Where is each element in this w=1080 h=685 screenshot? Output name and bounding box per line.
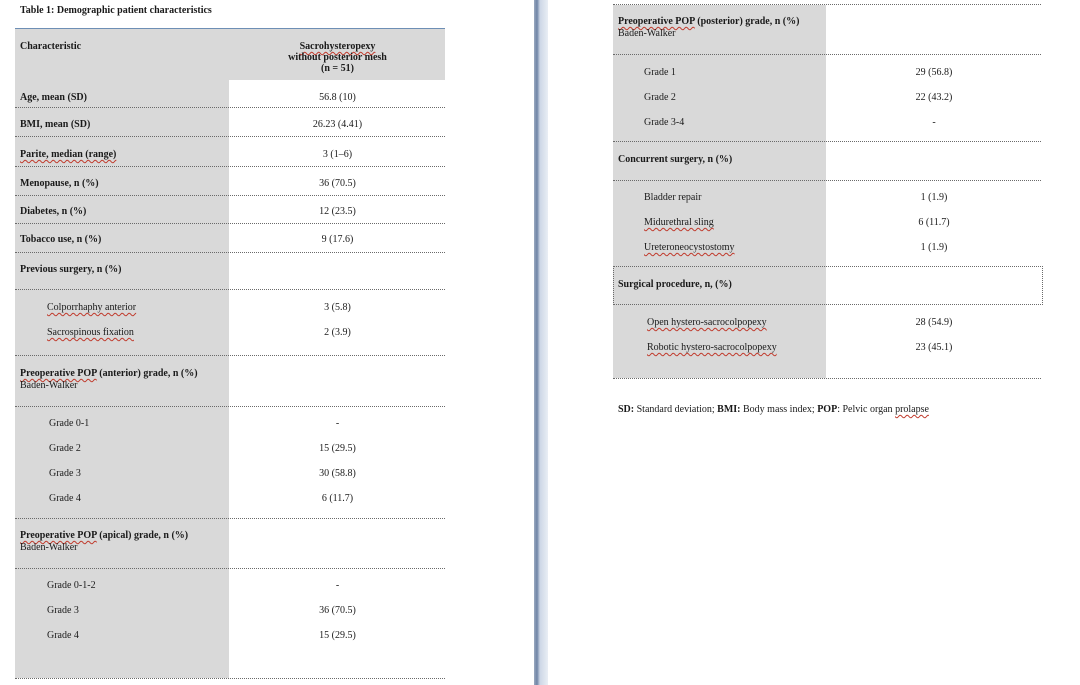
row-label-colporrhaphy: Colporrhaphy anterior bbox=[47, 302, 137, 313]
row-value-anterior-grade3: 30 (58.8) bbox=[319, 468, 356, 479]
row-label-age: Age, mean (SD) bbox=[20, 92, 87, 103]
header-group-line1: Sacrohysteropexy bbox=[299, 41, 376, 52]
row-divider bbox=[15, 355, 445, 356]
row-label-parite: Parite, median (range) bbox=[20, 149, 117, 160]
header-group-line3: (n = 51) bbox=[321, 63, 354, 74]
row-label-menopause: Menopause, n (%) bbox=[20, 178, 99, 189]
header-group bbox=[230, 41, 445, 74]
row-value-bmi: 26.23 (4.41) bbox=[312, 119, 363, 130]
row-divider bbox=[15, 252, 445, 253]
row-label-anterior-grade01: Grade 0-1 bbox=[49, 418, 90, 429]
row-value-apical-grade012: - bbox=[335, 580, 340, 591]
row-label-posterior-grade2: Grade 2 bbox=[644, 92, 676, 103]
row-value-posterior-grade1: 29 (56.8) bbox=[915, 67, 953, 78]
section-subheading-anterior: Baden-Walker bbox=[20, 380, 78, 391]
row-value-parite: 3 (1–6) bbox=[322, 149, 353, 160]
section-heading-apical: Preoperative POP (apical) grade, n (%) bbox=[20, 530, 189, 541]
header-characteristic: Characteristic bbox=[20, 41, 82, 52]
row-divider bbox=[15, 136, 445, 137]
row-value-sacrospinous: 2 (3.9) bbox=[324, 327, 351, 338]
row-divider bbox=[613, 378, 1041, 379]
row-value-posterior-grade2: 22 (43.2) bbox=[915, 92, 953, 103]
row-label-ureteroneocystostomy: Ureteroneocystostomy bbox=[644, 242, 735, 253]
row-label-apical-grade012: Grade 0-1-2 bbox=[47, 580, 96, 591]
row-label-posterior-grade34: Grade 3-4 bbox=[644, 117, 685, 128]
row-value-diabetes: 12 (23.5) bbox=[319, 206, 356, 217]
row-value-ureteroneocystostomy: 1 (1.9) bbox=[920, 242, 948, 253]
table-title: Table 1: Demographic patient characteristics bbox=[20, 5, 212, 16]
row-value-colporrhaphy: 3 (5.8) bbox=[324, 302, 351, 313]
row-label-open-procedure: Open hystero-sacrocolpopexy bbox=[647, 317, 767, 328]
footnote: SD: Standard deviation; BMI: Body mass index; POP: Pelvic organ prolapse bbox=[618, 404, 929, 415]
row-label-sacrospinous: Sacrospinous fixation bbox=[47, 327, 134, 338]
row-divider bbox=[15, 289, 445, 290]
row-label-apical-grade4: Grade 4 bbox=[47, 630, 79, 641]
row-value-anterior-grade2: 15 (29.5) bbox=[319, 443, 356, 454]
row-value-apical-grade3: 36 (70.5) bbox=[319, 605, 356, 616]
header-group-line2: without posterior mesh bbox=[288, 52, 387, 63]
row-label-anterior-grade3: Grade 3 bbox=[49, 468, 81, 479]
row-value-tobacco: 9 (17.6) bbox=[321, 234, 354, 245]
row-divider bbox=[15, 195, 445, 196]
document-page-right bbox=[548, 0, 1080, 685]
row-divider bbox=[15, 107, 445, 108]
section-heading-procedure: Surgical procedure, n, (%) bbox=[618, 279, 732, 290]
section-heading-posterior: Preoperative POP (posterior) grade, n (%) bbox=[618, 16, 800, 27]
section-heading-previous-surgery: Previous surgery, n (%) bbox=[20, 264, 122, 275]
row-value-robotic-procedure: 23 (45.1) bbox=[915, 342, 953, 353]
row-label-bladder-repair: Bladder repair bbox=[644, 192, 702, 203]
row-divider bbox=[613, 54, 1041, 55]
row-label-midurethral: Midurethral sling bbox=[644, 217, 714, 228]
row-value-posterior-grade34: - bbox=[932, 117, 936, 128]
row-label-bmi: BMI, mean (SD) bbox=[20, 119, 91, 130]
row-value-anterior-grade4: 6 (11.7) bbox=[321, 493, 354, 504]
row-divider bbox=[15, 678, 445, 679]
row-divider bbox=[613, 180, 1041, 181]
row-label-posterior-grade1: Grade 1 bbox=[644, 67, 676, 78]
row-value-midurethral: 6 (11.7) bbox=[918, 217, 950, 228]
row-value-bladder-repair: 1 (1.9) bbox=[920, 192, 948, 203]
section-heading-concurrent: Concurrent surgery, n (%) bbox=[618, 154, 733, 165]
row-divider bbox=[15, 406, 445, 407]
row-value-open-procedure: 28 (54.9) bbox=[915, 317, 953, 328]
row-label-apical-grade3: Grade 3 bbox=[47, 605, 79, 616]
row-divider bbox=[15, 568, 445, 569]
row-label-anterior-grade2: Grade 2 bbox=[49, 443, 81, 454]
row-value-age: 56.8 (10) bbox=[319, 92, 356, 103]
row-value-menopause: 36 (70.5) bbox=[319, 178, 356, 189]
row-value-anterior-grade01: - bbox=[335, 418, 340, 429]
section-subheading-posterior: Baden-Walker bbox=[618, 28, 676, 39]
row-divider bbox=[15, 223, 445, 224]
row-label-robotic-procedure: Robotic hystero-sacrocolpopexy bbox=[647, 342, 777, 353]
document-page-left bbox=[0, 0, 534, 685]
row-divider bbox=[15, 518, 445, 519]
page-gutter bbox=[534, 0, 548, 685]
section-subheading-apical: Baden-Walker bbox=[20, 542, 78, 553]
row-label-diabetes: Diabetes, n (%) bbox=[20, 206, 87, 217]
row-divider bbox=[15, 166, 445, 167]
section-heading-anterior: Preoperative POP (anterior) grade, n (%) bbox=[20, 368, 198, 379]
row-divider bbox=[613, 141, 1041, 142]
row-label-anterior-grade4: Grade 4 bbox=[49, 493, 81, 504]
row-label-tobacco: Tobacco use, n (%) bbox=[20, 234, 102, 245]
row-value-apical-grade4: 15 (29.5) bbox=[319, 630, 356, 641]
